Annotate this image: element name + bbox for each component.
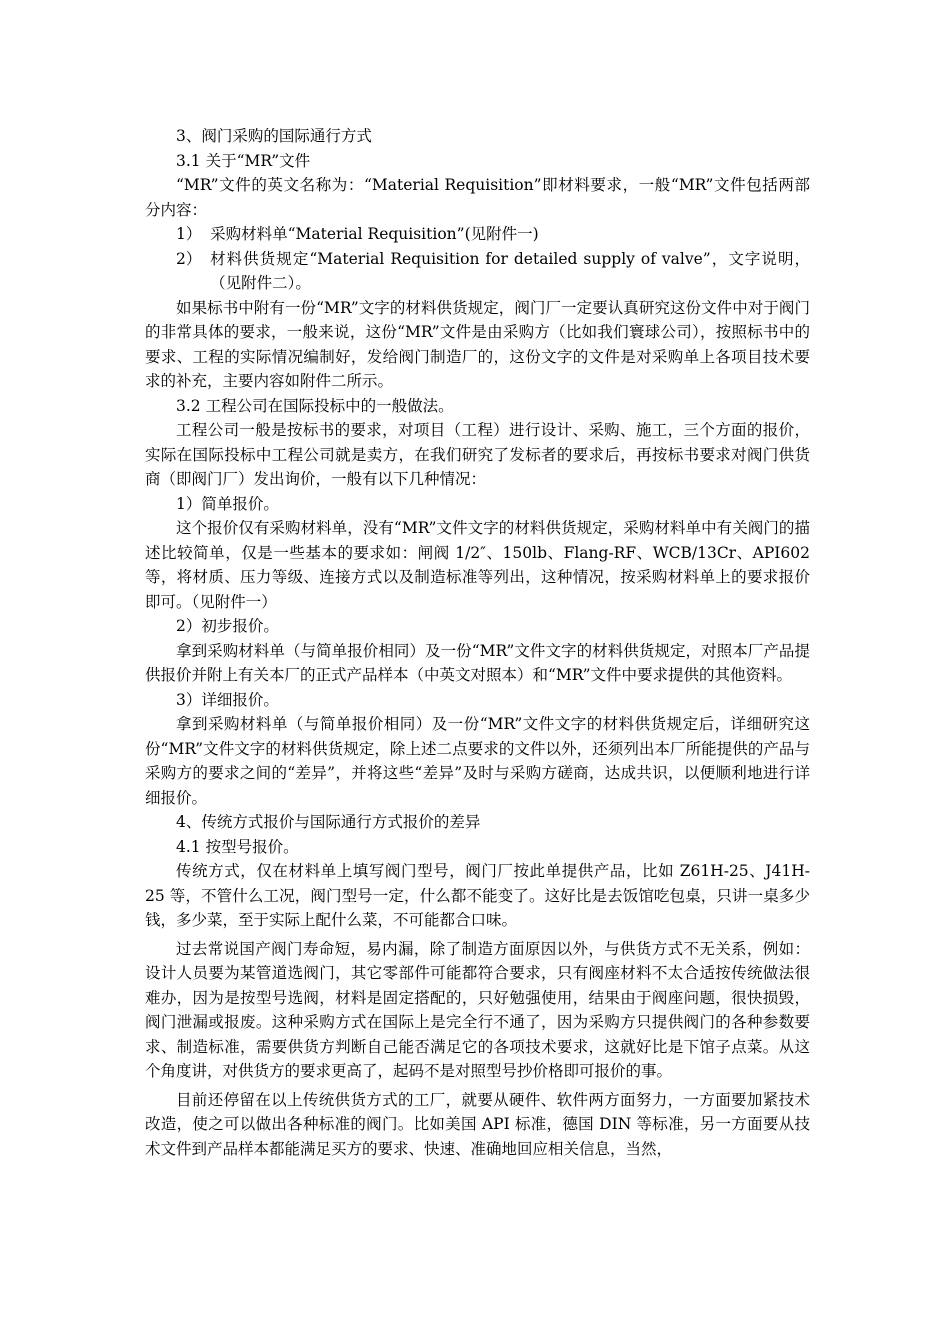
list-item-text: 采购材料单“Material Requisition”(见附件一) xyxy=(210,225,539,243)
simple-quote-paragraph: 这个报价仅有采购材料单，没有“MR”文件文字的材料供货规定，采购材料单中有关阀门的描述比较简单，仅是一些基本的要求如：闸阀 1/2″、150lb、Flang-RF、WCB/13Cr、API602 等，将材质、压力等级、连接方式以及制造标准等列出，这种情况，按采购材料单上的要求报价即可。（见附件一） xyxy=(145,519,810,611)
current-situation-paragraph: 目前还停留在以上传统供货方式的工厂，就要从硬件、软件两方面努力，一方面要加紧技术改造，使之可以做出各种标准的阀门。比如美国 API 标准，德国 DIN 等标准，另一方面要从技术文件到产品样本都能满足买方的要求、快速、准确地回应相关信息，当然， xyxy=(145,1090,810,1158)
simple-quote-heading: 1）简单报价。 xyxy=(176,494,279,513)
initial-quote-heading: 2）初步报价。 xyxy=(176,617,279,635)
section-4-heading: 4、传统方式报价与国际通行方式报价的差异 xyxy=(176,813,481,831)
mr-detail-paragraph: 如果标书中附有一份“MR”文字的材料供货规定，阀门厂一定要认真研究这份文件中对于阀门的非常具体的要求，一般来说，这份“MR”文件是由采购方（比如我们寰球公司），按照标书中的要求、工程的实际情况编制好，发给阀门制造厂的，这份文字的文件是对采购单上各项目技术要求的补充，主要内容如附件二所示。 xyxy=(145,298,810,390)
section-3-heading: 3、阀门采购的国际通行方式 xyxy=(176,127,372,145)
detailed-quote-paragraph: 拿到采购材料单（与简单报价相同）及一份“MR”文件文字的材料供货规定后，详细研究这份“MR”文件文字的材料供货规定，除上述二点要求的文件以外，还须列出本厂所能提供的产品与采购方的要求之间的“差异”，并将这些“差异”及时与采购方磋商，达成共识，以便顺利地进行详细报价。 xyxy=(145,715,810,807)
initial-quote-paragraph: 拿到采购材料单（与简单报价相同）及一份“MR”文件文字的材料供货规定，对照本厂产品提供报价并附上有关本厂的正式产品样本（中英文对照本）和“MR”文件中要求提供的其他资料。 xyxy=(145,641,810,684)
list-item-text: 材料供货规定“Material Requisition for detailed supply of valve”，文字说明，（见附件二）。 xyxy=(210,249,810,292)
list-item xyxy=(145,247,810,296)
section-3-1-heading: 3.1 关于“MR”文件 xyxy=(176,151,311,170)
section-3-2-paragraph: 工程公司一般是按标书的要求，对项目（工程）进行设计、采购、施工，三个方面的报价，实际在国际投标中工程公司就是卖方，在我们研究了发标者的要求后，再按标书要求对阀门供货商（即阀门厂）发出询价，一般有以下几种情况： xyxy=(145,421,810,488)
detailed-quote-heading: 3）详细报价。 xyxy=(176,690,279,709)
section-3-2-heading: 3.2 工程公司在国际投标中的一般做法。 xyxy=(176,396,454,415)
document-page xyxy=(145,124,810,1161)
section-4-1-heading: 4.1 按型号报价。 xyxy=(176,837,299,856)
past-practice-paragraph: 过去常说国产阀门寿命短，易内漏，除了制造方面原因以外，与供货方式不无关系，例如：设计人员要为某管道选阀门，其它零部件可能都符合要求，只有阀座材料不太合适按传统做法很难办，因为是按型号选阀，材料是固定搭配的，只好勉强使用，结果由于阀座问题，很快损毁，阀门泄漏或报废。这种采购方式在国际上是完全行不通了，因为采购方只提供阀门的各种参数要求、制造标准，需要供货方判断自己能否满足它的各项技术要求，这就好比是下馆子点菜。从这个角度讲，对供货方的要求更高了，起码不是对照型号抄价格即可报价的事。 xyxy=(145,939,810,1080)
mr-intro-paragraph: “MR”文件的英文名称为：“Material Requisition”即材料要求，一般“MR”文件包括两部分内容： xyxy=(145,176,810,219)
section-4-1-paragraph: 传统方式，仅在材料单上填写阀门型号，阀门厂按此单提供产品，比如 Z61H-25、J41H-25 等，不管什么工况，阀门型号一定，什么都不能变了。这好比是去饭馆吃包桌，只讲一桌多少钱，多少菜，至于实际上配什么菜，不可能都合口味。 xyxy=(145,862,810,929)
list-item xyxy=(145,222,810,247)
list-item-number: 2） xyxy=(176,249,202,268)
list-item-number: 1） xyxy=(176,225,202,243)
